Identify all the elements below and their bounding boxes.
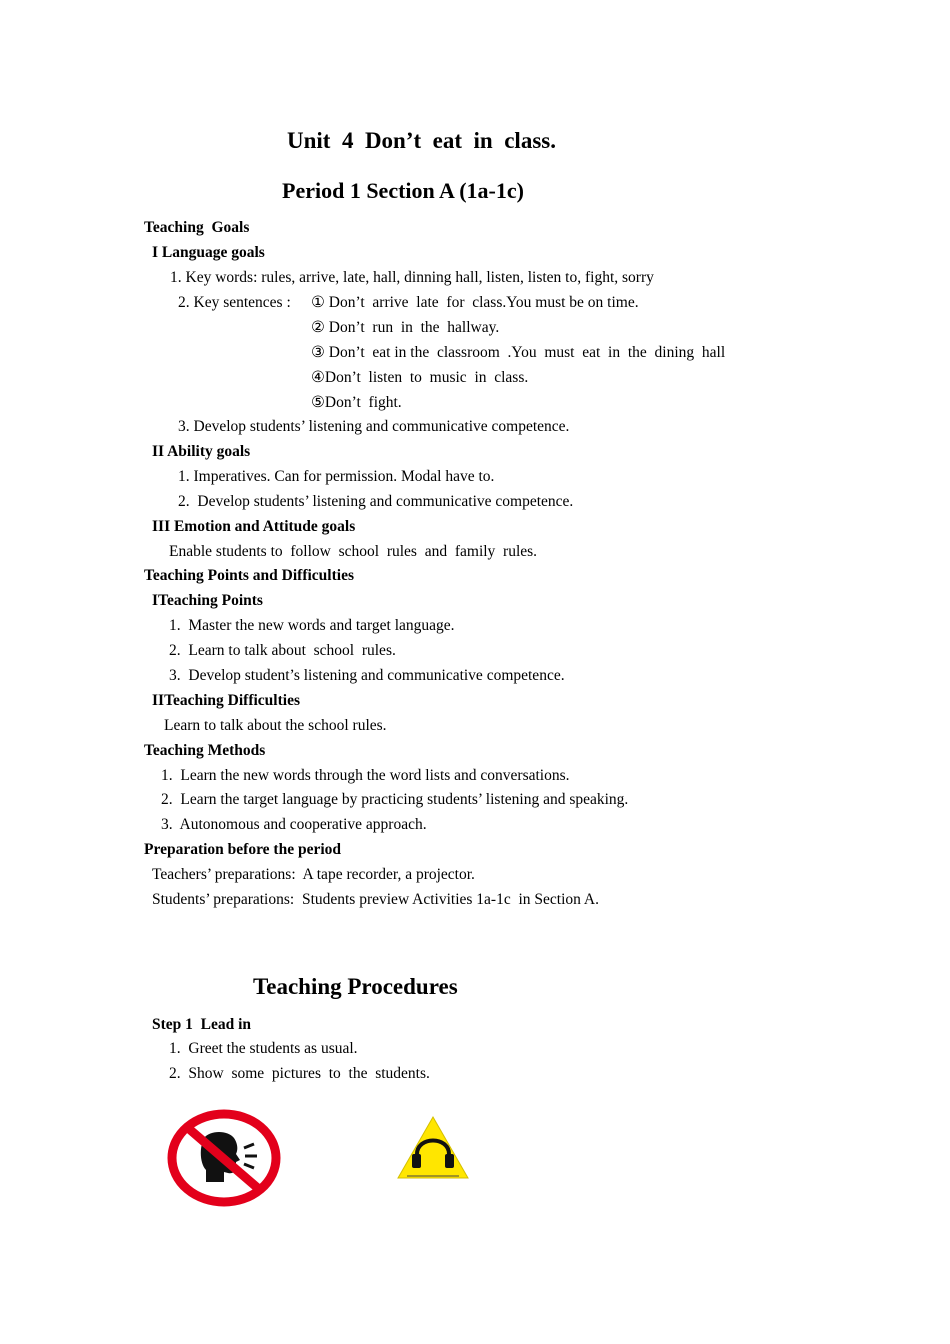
method-item-2: 2. Learn the target language by practicing students’ listening and speaking. (161, 791, 629, 808)
methods-heading: Teaching Methods (144, 742, 266, 759)
teachers-preparations: Teachers’ preparations: A tape recorder, a projector. (152, 866, 475, 883)
ability-goals-heading: II Ability goals (152, 443, 251, 460)
step1-item-1: 1. Greet the students as usual. (169, 1040, 358, 1057)
teaching-point-3: 3. Develop student’s listening and communicative competence. (169, 667, 565, 684)
key-sentence-4: ④Don’t listen to music in class. (311, 369, 529, 386)
students-preparations: Students’ preparations: Students preview Activities 1a-1c in Section A. (152, 891, 599, 908)
difficulties-text: Learn to talk about the school rules. (164, 717, 387, 734)
step1-heading: Step 1 Lead in (152, 1016, 252, 1033)
period-title: Period 1 Section A (1a-1c) (282, 178, 524, 203)
ability-item-2: 2. Develop students’ listening and communicative competence. (178, 493, 574, 510)
teaching-goals-heading: Teaching Goals (144, 219, 250, 236)
no-talking-sign-icon (166, 1108, 282, 1208)
difficulties-heading: IITeaching Difficulties (152, 692, 300, 709)
emotion-goals-text: Enable students to follow school rules and family rules. (169, 543, 538, 560)
step1-item-2: 2. Show some pictures to the students. (169, 1065, 430, 1082)
headphones-warning-sign-icon (395, 1114, 471, 1182)
key-sentence-1: ① Don’t arrive late for class.You must be on time. (311, 294, 639, 311)
key-sentence-5: ⑤Don’t fight. (311, 394, 402, 411)
page-title: Unit 4 Don’t eat in class. (287, 128, 556, 153)
language-goals-heading: I Language goals (152, 244, 265, 261)
language-develop: 3. Develop students’ listening and communicative competence. (178, 418, 570, 435)
key-sentence-2: ② Don’t run in the hallway. (311, 319, 500, 336)
preparation-heading: Preparation before the period (144, 841, 342, 858)
key-sentences-label: 2. Key sentences : (178, 294, 291, 311)
teaching-points-heading: ITeaching Points (152, 592, 263, 609)
method-item-3: 3. Autonomous and cooperative approach. (161, 816, 427, 833)
points-heading: Teaching Points and Difficulties (144, 567, 354, 584)
emotion-goals-heading: III Emotion and Attitude goals (152, 518, 356, 535)
teaching-point-1: 1. Master the new words and target language. (169, 617, 455, 634)
ability-item-1: 1. Imperatives. Can for permission. Modal have to. (178, 468, 495, 485)
key-sentence-3: ③ Don’t eat in the classroom .You must eat in the dining hall (311, 344, 726, 361)
method-item-1: 1. Learn the new words through the word lists and conversations. (161, 767, 570, 784)
procedures-heading: Teaching Procedures (253, 974, 458, 999)
key-words: 1. Key words: rules, arrive, late, hall, dinning hall, listen, listen to, fight, sorry (170, 269, 654, 286)
teaching-point-2: 2. Learn to talk about school rules. (169, 642, 396, 659)
